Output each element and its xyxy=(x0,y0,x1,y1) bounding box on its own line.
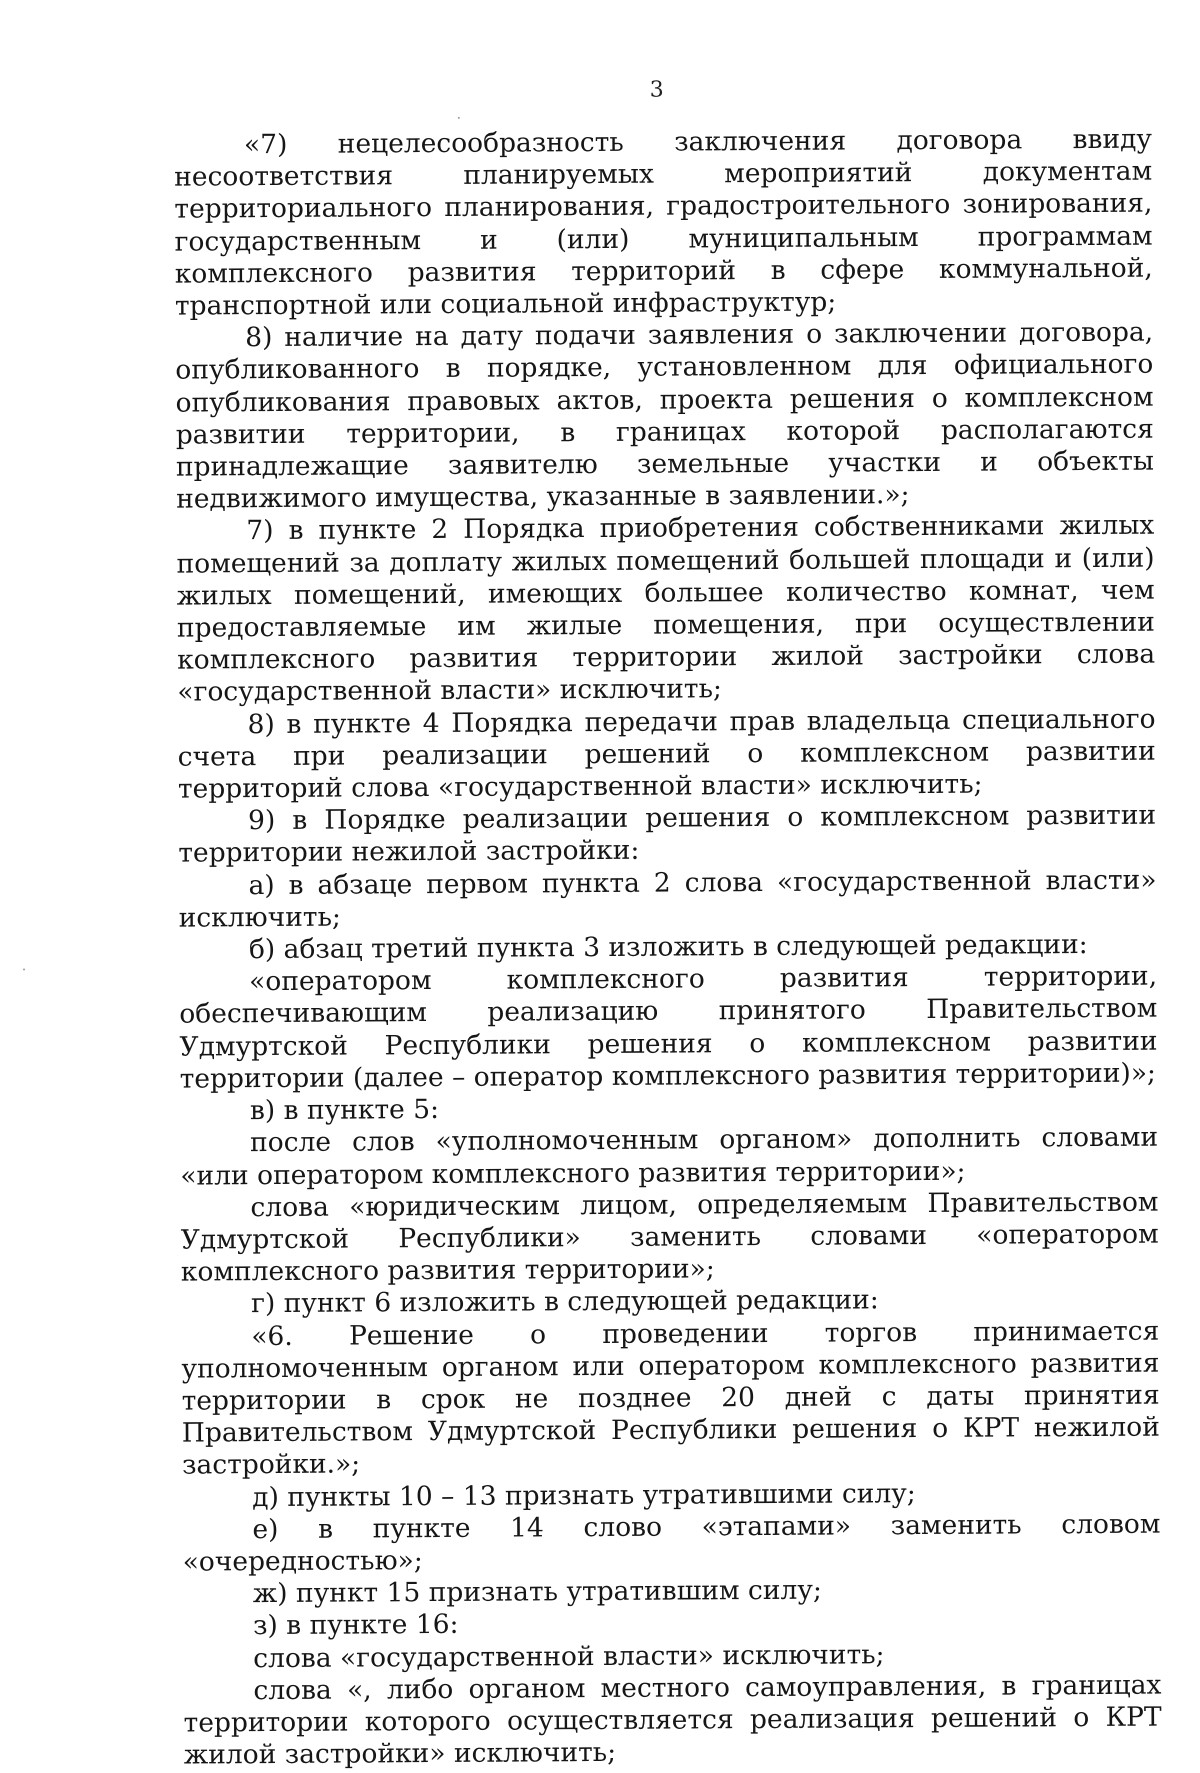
paragraph-subitem-g: г) пункт 6 изложить в следующей редакции: xyxy=(250,1284,879,1320)
paragraph-subitem-z: з) в пункте 16: xyxy=(252,1609,459,1642)
paragraph-amendment-8: 8) в пункте 4 Порядка передачи прав владельца специального счета при реализации решений о комплексном развитии территорий слова «государственной власти» исключить; xyxy=(177,703,1156,805)
scan-speck xyxy=(23,969,25,971)
paragraph-legal-entity-words: слова «юридическим лицом, определяемым Правительством Удмуртской Республики» заменить словами «оператором комплексного развития территории»; xyxy=(180,1186,1159,1288)
paragraph-operator-definition: «оператором комплексного развития территории, обеспечивающим реализацию принятого Правительством Удмуртской Республики решения о комплексном развитии территории (далее – оператор комплексного развития территории)»; xyxy=(179,960,1158,1095)
paragraph-item-8-published-draft: 8) наличие на дату подачи заявления о заключении договора, опубликованного в порядке, установленном для официального опубликования правовых актов, проекта решения о комплексном развитии территории, в границах которой располагаются принадлежащие заявителю земельные участки и объекты недвижимого имущества, указанные в заявлении.»; xyxy=(175,316,1155,515)
document-body xyxy=(174,124,1162,1772)
paragraph-item-7-inappropriateness: «7) нецелесообразность заключения договора ввиду несоответствия планируемых мероприятий документам территориального планирования, градостроительного зонирования, государственным и (или) муниципальным программам комплексного развития территорий в сфере коммунальной, транспортной или социальной инфраструктур; xyxy=(174,123,1153,322)
page-number: 3 xyxy=(649,77,664,103)
paragraph-subitem-b: б) абзац третий пункта 3 изложить в следующей редакции: xyxy=(248,929,1088,966)
paragraph-words-local-government: слова «, либо органом местного самоуправления, в границах территории которого осуществляется реализация решений о КРТ жилой застройки» исключить; xyxy=(183,1669,1162,1771)
paragraph-item-6-text: «6. Решение о проведении торгов принимается уполномоченным органом или оператором комплексного развития территории в срок не позднее 20 дней с даты принятия Правительством Удмуртской Республики решения о КРТ нежилой застройки.»; xyxy=(181,1315,1160,1481)
paragraph-subitem-v: в) в пункте 5: xyxy=(249,1094,440,1127)
paragraph-words-state-power: слова «государственной власти» исключить; xyxy=(253,1638,885,1674)
paragraph-subitem-e: е) в пункте 14 слово «этапами» заменить словом «очередностью»; xyxy=(182,1508,1161,1578)
paragraph-after-words: после слов «уполномоченным органом» дополнить словами «или оператором комплексного развития территории»; xyxy=(180,1121,1159,1192)
paragraph-amendment-9: 9) в Порядке реализации решения о комплексном развитии территории нежилой застройки: xyxy=(178,799,1157,870)
paragraph-subitem-d: д) пункты 10 – 13 признать утратившими силу; xyxy=(252,1477,916,1513)
paragraph-subitem-zh: ж) пункт 15 признать утратившим силу; xyxy=(252,1574,822,1610)
paragraph-amendment-7: 7) в пункте 2 Порядка приобретения собственниками жилых помещений за доплату жилых помещений большей площади и (или) жилых помещений, имеющих большее количество комнат, чем предоставляемые им жилые помещения, при осуществлении комплексного развития территории жилой застройки слова «государственной власти» исключить; xyxy=(176,510,1156,709)
scan-speck xyxy=(458,117,460,119)
paragraph-subitem-a: а) в абзаце первом пункта 2 слова «государственной власти» исключить; xyxy=(178,864,1157,934)
